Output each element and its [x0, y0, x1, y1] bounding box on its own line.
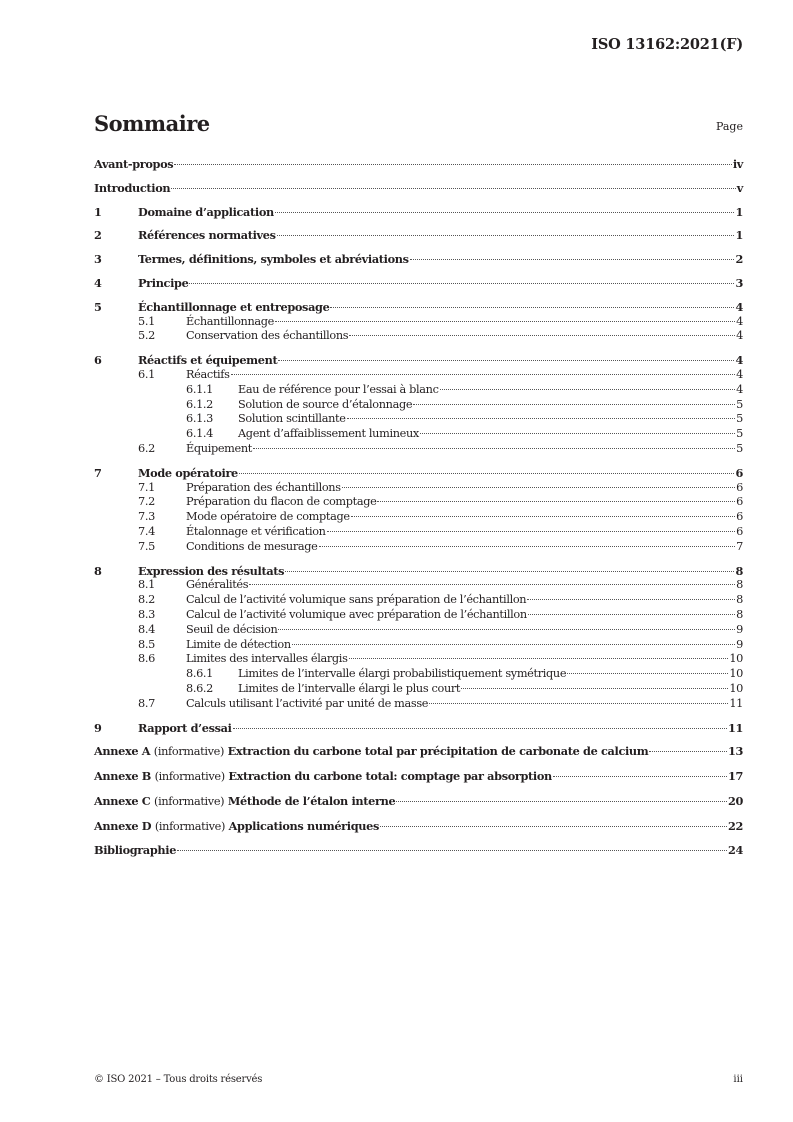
toc-entry-title: Solution scintillante [238, 412, 346, 426]
toc-entry-avant-propos[interactable] [94, 157, 743, 172]
toc-entry-number: 4 [94, 275, 102, 290]
toc-entry-title: Agent d’affaiblissement lumineux [238, 427, 419, 441]
toc-entry-number: 6.1.4 [186, 427, 213, 441]
annex-qualifier: (informative) [154, 794, 225, 808]
toc-entry-title: Échantillonnage et entreposage [138, 299, 330, 314]
toc-entry-page: 6 [736, 495, 743, 509]
toc-entry-7-5[interactable] [94, 540, 743, 555]
document-id: ISO 13162:2021(F) [591, 36, 743, 53]
dot-leader [429, 703, 728, 704]
toc-entry-number: 6.1.3 [186, 412, 213, 426]
toc-entry-6-2[interactable] [94, 442, 743, 457]
dot-leader [327, 531, 736, 532]
toc-entry-number: 8.2 [138, 593, 155, 607]
dot-leader [319, 546, 736, 547]
toc-entry-number: 6 [94, 353, 102, 368]
toc-entry-title: Équipement [186, 441, 252, 455]
toc-entry-page: 1 [735, 204, 743, 219]
dot-leader [527, 599, 735, 600]
dot-leader [285, 571, 734, 572]
toc-entry-number: 5.2 [138, 329, 155, 343]
toc-entry-8-5[interactable] [94, 638, 743, 653]
toc-entry-page: 4 [735, 353, 743, 368]
toc-entry-page: iv [732, 157, 743, 171]
toc-entry-number: 7.1 [138, 480, 155, 494]
toc-entry-number: 6.1.1 [186, 382, 213, 396]
dot-leader [396, 801, 727, 802]
toc-entry-page: 24 [727, 843, 743, 858]
toc-entry-title: Termes, définitions, symboles et abréviations [138, 252, 409, 267]
toc-entry-7-2[interactable] [94, 495, 743, 510]
dot-leader [410, 259, 735, 260]
toc-entry-number: 2 [94, 228, 102, 243]
toc-entry-page: 5 [736, 412, 743, 426]
dot-leader [177, 850, 727, 851]
toc-entry-title: Domaine d’application [138, 204, 274, 219]
toc-entry-number: 6.1 [138, 367, 155, 381]
toc-entry-title: Préparation du flacon de comptage [186, 495, 377, 509]
toc-entry-8-6-1[interactable] [94, 667, 743, 682]
toc-entry-page: v [736, 180, 743, 195]
dot-leader [171, 188, 736, 189]
toc-entry-8-1[interactable] [94, 578, 743, 593]
toc-entry-8-6[interactable] [94, 652, 743, 667]
toc-entry-title: Limites de l’intervalle élargi le plus court [238, 681, 461, 695]
toc-entry-7-4[interactable] [94, 525, 743, 540]
dot-leader [275, 321, 735, 322]
annex-label: Annexe A [94, 744, 151, 759]
toc-entry-1[interactable] [94, 205, 743, 220]
toc-entry-title: Avant-propos [94, 157, 174, 171]
toc-entry-title: Rapport d’essai [138, 720, 232, 735]
toc-entry-6[interactable] [94, 353, 743, 368]
toc-entry-title: Conditions de mesurage [186, 539, 318, 553]
dot-leader [342, 487, 735, 488]
toc-entry-6-1-3[interactable] [94, 412, 743, 427]
toc-entry-annexe-a[interactable] [94, 744, 743, 760]
page-column-label: Page [715, 120, 743, 133]
toc-entry-page: 6 [736, 510, 743, 524]
dot-leader [253, 448, 735, 449]
toc-entry-title: Limites de l’intervalle élargi probabilistiquement symétrique [238, 667, 567, 681]
toc-entry-7-1[interactable] [94, 481, 743, 496]
dot-leader [231, 374, 736, 375]
toc-entry-8-4[interactable] [94, 623, 743, 638]
toc-entry-number: 8.3 [138, 607, 155, 621]
toc-entry-page: 8 [736, 607, 743, 621]
toc-entry-introduction[interactable] [94, 181, 743, 196]
toc-entry-title: Étalonnage et vérification [186, 524, 326, 538]
toc-entry-title: Réactifs et équipement [138, 353, 278, 368]
toc-entry-page: 13 [727, 744, 743, 759]
toc-entry-page: 6 [735, 465, 743, 480]
toc-entry-4[interactable] [94, 276, 743, 291]
toc-heading: Sommaire [94, 111, 210, 136]
toc-entry-title: Calculs utilisant l’activité par unité de masse [186, 696, 429, 710]
toc-entry-number: 7.2 [138, 495, 155, 509]
toc-entry-number: 8.6.1 [186, 667, 213, 681]
toc-entry-number: 5 [94, 299, 102, 314]
toc-entry-page: 5 [736, 427, 743, 441]
toc-entry-page: 10 [729, 667, 743, 681]
toc-entry-6-1-2[interactable] [94, 398, 743, 413]
toc-entry-number: 9 [94, 720, 102, 735]
toc-entry-annexe-d[interactable] [94, 819, 743, 835]
table-of-contents [94, 157, 743, 858]
toc-entry-3[interactable] [94, 252, 743, 267]
toc-entry-5-1[interactable] [94, 315, 743, 330]
toc-entry-page: 1 [735, 228, 743, 243]
toc-entry-title: Calcul de l’activité volumique avec préparation de l’échantillon [186, 607, 527, 621]
toc-entry-number: 6.2 [138, 441, 155, 455]
toc-entry-2[interactable] [94, 228, 743, 243]
toc-entry-title [94, 794, 395, 810]
dot-leader [277, 235, 735, 236]
toc-entry-page: 4 [736, 367, 743, 381]
dot-leader [278, 629, 735, 630]
toc-entry-6-1-1[interactable] [94, 383, 743, 398]
footer-page-number: iii [733, 1074, 743, 1085]
footer-copyright: © ISO 2021 – Tous droits réservés [94, 1074, 263, 1085]
toc-entry-7-3[interactable] [94, 510, 743, 525]
toc-entry-page: 7 [736, 539, 743, 553]
toc-entry-5-2[interactable] [94, 329, 743, 344]
toc-entry-title: Conservation des échantillons [186, 329, 349, 343]
toc-entry-title [94, 744, 648, 760]
toc-entry-title: Mode opératoire [138, 465, 238, 480]
annex-label: Annexe B [94, 769, 151, 784]
toc-entry-page: 11 [729, 696, 743, 710]
annex-label: Annexe D [94, 818, 152, 833]
toc-entry-8-3[interactable] [94, 608, 743, 623]
toc-entry-page: 6 [736, 524, 743, 538]
annex-title: Applications numériques [228, 818, 379, 833]
toc-entry-number: 8.6 [138, 652, 155, 666]
toc-entry-page: 5 [736, 441, 743, 455]
toc-entry-6-1-4[interactable] [94, 427, 743, 442]
toc-entry-title: Solution de source d’étalonnage [238, 397, 413, 411]
toc-entry-6-1[interactable] [94, 368, 743, 383]
toc-entry-page: 22 [727, 818, 743, 833]
dot-leader [349, 335, 735, 336]
toc-entry-page: 17 [727, 769, 743, 784]
toc-entry-number: 3 [94, 252, 102, 267]
toc-entry-page: 10 [729, 652, 743, 666]
dot-leader [233, 728, 727, 729]
annex-title: Méthode de l’étalon interne [227, 793, 396, 808]
dot-leader [528, 614, 735, 615]
dot-leader [278, 360, 734, 361]
toc-entry-annexe-c[interactable] [94, 794, 743, 810]
toc-entry-title: Réactifs [186, 367, 230, 381]
toc-entry-page: 4 [736, 329, 743, 343]
toc-entry-title: Échantillonnage [186, 314, 274, 328]
annex-label: Annexe C [94, 793, 151, 808]
toc-entry-number: 7.5 [138, 539, 155, 553]
toc-entry-title: Généralités [186, 578, 249, 592]
dot-leader [275, 212, 735, 213]
toc-entry-number: 8.5 [138, 637, 155, 651]
toc-entry-number: 7.4 [138, 524, 155, 538]
dot-leader [249, 584, 735, 585]
toc-entry-page: 4 [736, 314, 743, 328]
toc-entry-8-7[interactable] [94, 697, 743, 712]
toc-entry-title: Expression des résultats [138, 563, 285, 578]
toc-entry-page: 8 [736, 578, 743, 592]
dot-leader [380, 826, 727, 827]
toc-entry-title: Bibliographie [94, 843, 177, 858]
toc-entry-bibliographie[interactable] [94, 843, 743, 858]
annex-title: Extraction du carbone total par précipitation de carbonate de calcium [227, 744, 649, 759]
toc-entry-title: Principe [138, 275, 189, 290]
toc-entry-8-2[interactable] [94, 593, 743, 608]
toc-entry-page: 9 [736, 637, 743, 651]
toc-entry-number: 8.1 [138, 578, 155, 592]
dot-leader [347, 418, 736, 419]
dot-leader [189, 283, 734, 284]
dot-leader [461, 688, 728, 689]
toc-entry-title: Mode opératoire de comptage [186, 510, 350, 524]
toc-entry-5[interactable] [94, 300, 743, 315]
toc-entry-number: 8.4 [138, 622, 155, 636]
dot-leader [567, 673, 728, 674]
toc-entry-8[interactable] [94, 564, 743, 579]
toc-entry-page: 10 [729, 681, 743, 695]
toc-entry-number: 8 [94, 563, 102, 578]
toc-entry-title [94, 819, 379, 835]
dot-leader [239, 473, 735, 474]
toc-entry-title: Références normatives [138, 228, 276, 243]
toc-entry-page: 4 [735, 299, 743, 314]
annex-qualifier: (informative) [153, 745, 225, 759]
dot-leader [553, 776, 727, 777]
toc-entry-number: 6.1.2 [186, 397, 213, 411]
toc-entry-title: Seuil de décision [186, 622, 278, 636]
toc-entry-page: 5 [736, 397, 743, 411]
toc-entry-9[interactable] [94, 721, 743, 736]
toc-entry-number: 7 [94, 465, 102, 480]
dot-leader [420, 433, 735, 434]
toc-entry-title: Eau de référence pour l’essai à blanc [238, 382, 439, 396]
toc-entry-title: Limites des intervalles élargis [186, 652, 348, 666]
dot-leader [349, 658, 729, 659]
toc-entry-number: 7.3 [138, 510, 155, 524]
toc-entry-page: 20 [727, 793, 743, 808]
dot-leader [649, 751, 727, 752]
toc-entry-page: 8 [736, 593, 743, 607]
toc-entry-number: 1 [94, 204, 102, 219]
annex-qualifier: (informative) [154, 770, 225, 784]
dot-leader [377, 501, 735, 502]
dot-leader [440, 389, 736, 390]
toc-entry-number: 8.6.2 [186, 681, 213, 695]
toc-entry-title: Introduction [94, 180, 171, 195]
toc-entry-title [94, 769, 552, 785]
toc-entry-annexe-b[interactable] [94, 769, 743, 785]
toc-entry-page: 8 [735, 563, 743, 578]
toc-entry-title: Calcul de l’activité volumique sans préparation de l’échantillon [186, 593, 527, 607]
toc-entry-7[interactable] [94, 466, 743, 481]
toc-entry-number: 8.7 [138, 696, 155, 710]
dot-leader [330, 307, 734, 308]
toc-entry-title: Préparation des échantillons [186, 480, 341, 494]
dot-leader [174, 164, 732, 165]
annex-qualifier: (informative) [154, 819, 226, 833]
toc-entry-title: Limite de détection [186, 637, 291, 651]
dot-leader [292, 644, 735, 645]
dot-leader [413, 404, 735, 405]
toc-entry-page: 4 [736, 382, 743, 396]
toc-entry-page: 11 [727, 720, 743, 735]
toc-entry-page: 2 [735, 252, 743, 267]
annex-title: Extraction du carbone total: comptage par absorption [228, 769, 552, 784]
dot-leader [351, 516, 735, 517]
toc-entry-8-6-2[interactable] [94, 682, 743, 697]
toc-entry-number: 5.1 [138, 314, 155, 328]
toc-entry-page: 6 [736, 480, 743, 494]
toc-entry-page: 9 [736, 622, 743, 636]
toc-entry-page: 3 [735, 275, 743, 290]
